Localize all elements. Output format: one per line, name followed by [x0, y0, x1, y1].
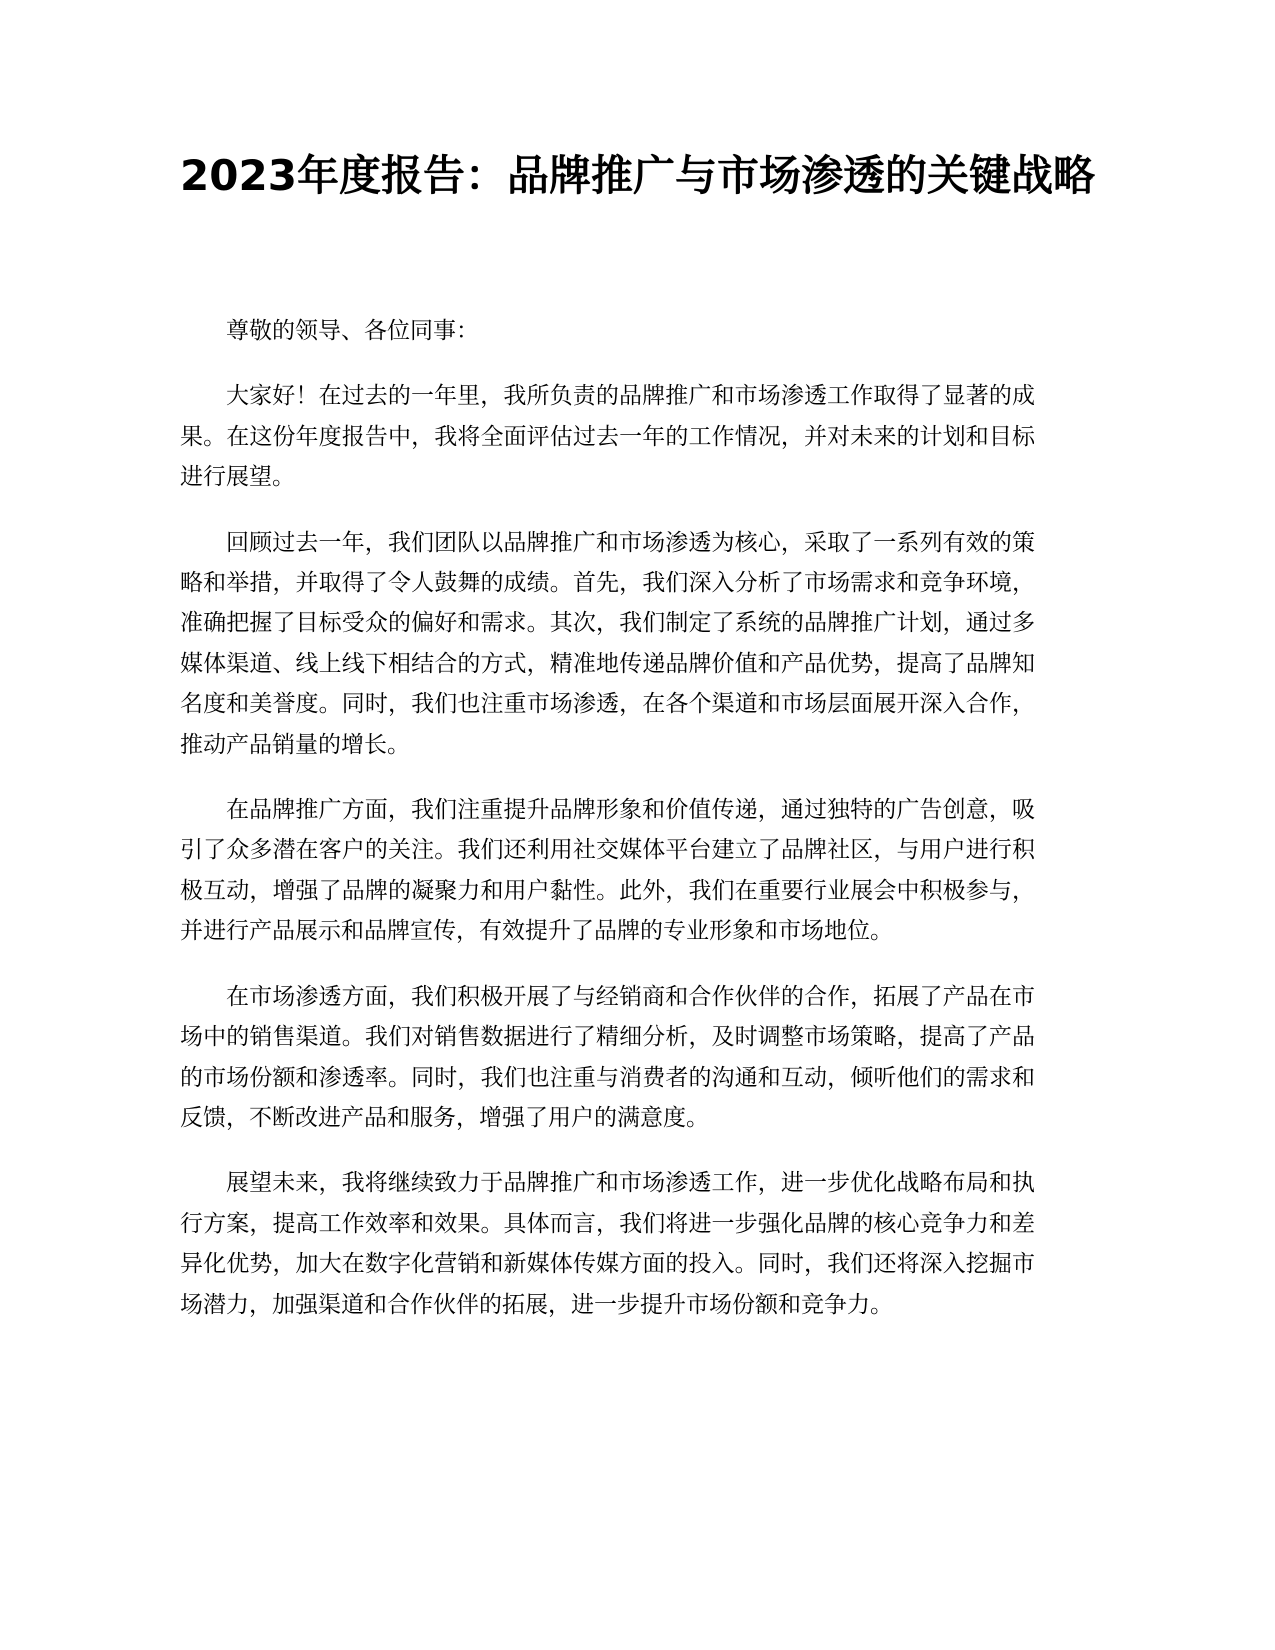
document-body: [180, 311, 1035, 1350]
paragraph-brand-promotion: 在品牌推广方面，我们注重提升品牌形象和价值传递，通过独特的广告创意，吸引了众多潜在客户的关注。我们还利用社交媒体平台建立了品牌社区，与用户进行积极互动，增强了品牌的凝聚力和用户黏性。此外，我们在重要行业展会中积极参与，并进行产品展示和品牌宣传，有效提升了品牌的专业形象和市场地位。: [180, 797, 1035, 945]
salutation: 尊敬的领导、各位同事：: [226, 318, 479, 344]
paragraph-outlook: 展望未来，我将继续致力于品牌推广和市场渗透工作，进一步优化战略布局和执行方案，提高工作效率和效果。具体而言，我们将进一步强化品牌的核心竞争力和差异化优势，加大在数字化营销和新媒体传媒方面的投入。同时，我们还将深入挖掘市场潜力，加强渠道和合作伙伴的拓展，进一步提升市场份额和竞争力。: [180, 1170, 1035, 1318]
document-title: 2023年度报告：品牌推广与市场渗透的关键战略: [180, 151, 1095, 200]
paragraph-intro: 大家好！在过去的一年里，我所负责的品牌推广和市场渗透工作取得了显著的成果。在这份年度报告中，我将全面评估过去一年的工作情况，并对未来的计划和目标进行展望。: [180, 383, 1035, 491]
paragraph-review: 回顾过去一年，我们团队以品牌推广和市场渗透为核心，采取了一系列有效的策略和举措，并取得了令人鼓舞的成绩。首先，我们深入分析了市场需求和竞争环境，准确把握了目标受众的偏好和需求。其次，我们制定了系统的品牌推广计划，通过多媒体渠道、线上线下相结合的方式，精准地传递品牌价值和产品优势，提高了品牌知名度和美誉度。同时，我们也注重市场渗透，在各个渠道和市场层面展开深入合作，推动产品销量的增长。: [180, 529, 1035, 758]
paragraph-market-penetration: 在市场渗透方面，我们积极开展了与经销商和合作伙伴的合作，拓展了产品在市场中的销售渠道。我们对销售数据进行了精细分析，及时调整市场策略，提高了产品的市场份额和渗透率。同时，我们也注重与消费者的沟通和互动，倾听他们的需求和反馈，不断改进产品和服务，增强了用户的满意度。: [180, 983, 1035, 1131]
